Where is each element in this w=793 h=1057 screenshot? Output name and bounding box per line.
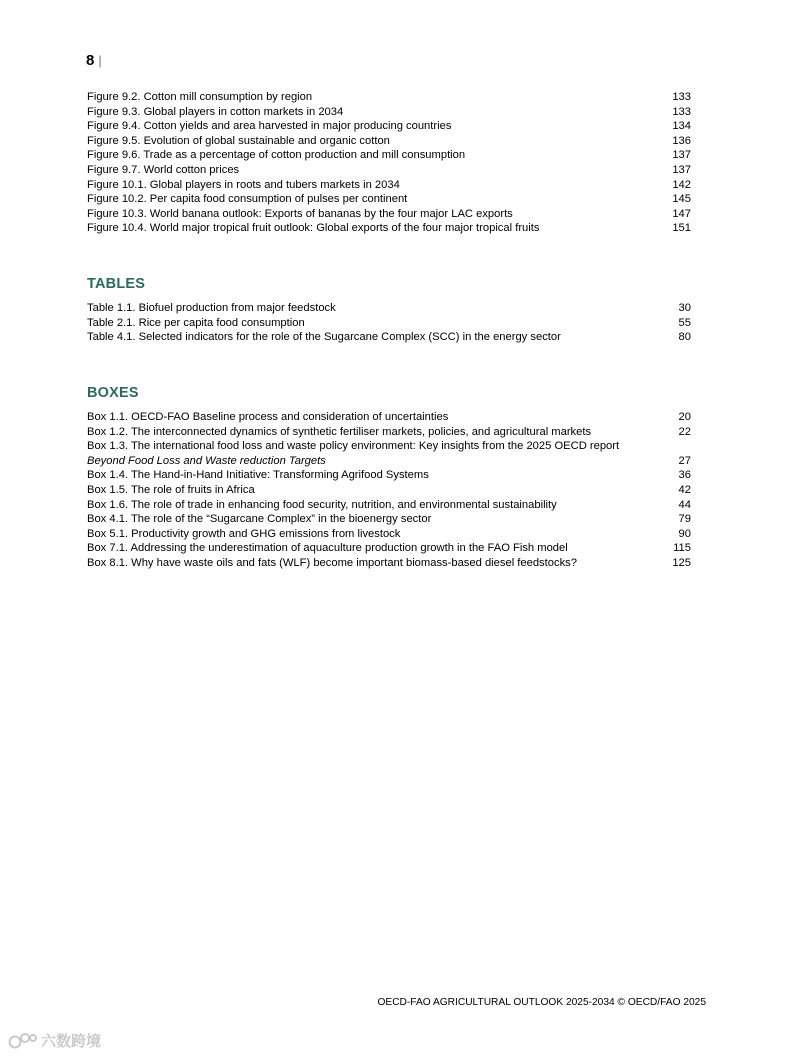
toc-entry-title: Box 1.1. OECD-FAO Baseline process and consideration of uncertainties (87, 411, 449, 423)
toc-entry[interactable] (87, 512, 691, 527)
toc-entry[interactable] (87, 90, 691, 105)
toc-entry-title: Figure 9.2. Cotton mill consumption by region (87, 91, 313, 103)
toc-entry-page: 133 (672, 91, 691, 103)
watermark-logo-icon (8, 1032, 38, 1050)
toc-entry[interactable] (87, 556, 691, 571)
toc-entry[interactable] (87, 192, 691, 207)
toc-entry-title: Box 1.3. The international food loss and waste policy environment: Key insights from the 2025 OECD report (87, 440, 620, 453)
toc-entry-page: 36 (678, 469, 691, 482)
toc-entry-title: Box 1.5. The role of fruits in Africa (87, 483, 255, 496)
toc-entry-page: 79 (678, 513, 691, 526)
toc-entry[interactable] (87, 207, 691, 222)
toc-entry[interactable] (87, 301, 691, 316)
toc-entry-page: 20 (678, 411, 691, 423)
page-number-separator: | (98, 53, 102, 68)
toc-entry-page: 142 (672, 178, 691, 191)
toc-entry-page: 30 (678, 302, 691, 314)
toc-entry[interactable] (87, 316, 691, 331)
toc-entry-page: 22 (678, 425, 691, 438)
toc-entry[interactable] (87, 330, 691, 345)
toc-entry-page: 125 (672, 556, 691, 569)
toc-entry-page: 55 (678, 316, 691, 329)
toc-entry-title: Figure 9.7. World cotton prices (87, 163, 240, 176)
toc-entry-title: Figure 10.4. World major tropical fruit outlook: Global exports of the four major tropical fruits (87, 222, 540, 235)
toc-entry[interactable] (87, 178, 691, 193)
watermark-text: 六数跨境 (41, 1033, 102, 1050)
boxes-heading: BOXES (87, 385, 139, 401)
page-number-value: 8 (86, 52, 95, 69)
page-number (86, 52, 102, 69)
toc-entry[interactable] (87, 498, 691, 513)
toc-entry-title: Box 8.1. Why have waste oils and fats (WLF) become important biomass-based diesel feedstocks? (87, 556, 577, 569)
toc-entry[interactable] (87, 454, 691, 469)
toc-entry-page: 136 (672, 134, 691, 147)
toc-entry[interactable] (87, 483, 691, 498)
toc-entry-title: Figure 10.3. World banana outlook: Exports of bananas by the four major LAC exports (87, 207, 513, 220)
toc-entry-title: Figure 9.3. Global players in cotton markets in 2034 (87, 105, 344, 118)
toc-entry-page: 133 (672, 105, 691, 118)
toc-entry-page: 137 (672, 163, 691, 176)
toc-entry-title: Box 1.2. The interconnected dynamics of synthetic fertiliser markets, policies, and agricultural markets (87, 425, 592, 438)
toc-entry[interactable] (87, 425, 691, 440)
toc-entry-title: Table 2.1. Rice per capita food consumption (87, 316, 305, 329)
toc-entry[interactable] (87, 148, 691, 163)
toc-entry[interactable] (87, 105, 691, 120)
toc-entry-title: Figure 10.2. Per capita food consumption of pulses per continent (87, 193, 408, 206)
toc-entry-page: 42 (678, 483, 691, 496)
toc-entry-page: 145 (672, 193, 691, 206)
footer: OECD-FAO AGRICULTURAL OUTLOOK 2025-2034 © OECD/FAO 2025 (377, 997, 706, 1008)
toc-entry-page: 151 (672, 222, 691, 235)
toc-entry-title: Box 5.1. Productivity growth and GHG emissions from livestock (87, 527, 401, 540)
toc-entry-title: Beyond Food Loss and Waste reduction Targets (87, 454, 326, 467)
boxes-list (87, 410, 691, 571)
toc-entry-page: 115 (673, 542, 691, 555)
toc-entry[interactable] (87, 119, 691, 134)
toc-entry-title: Figure 10.1. Global players in roots and tubers markets in 2034 (87, 178, 400, 191)
toc-entry-title: Table 4.1. Selected indicators for the role of the Sugarcane Complex (SCC) in the energy sector (87, 331, 561, 344)
figures-list (87, 90, 691, 236)
toc-entry[interactable] (87, 221, 691, 236)
toc-entry-title: Figure 9.5. Evolution of global sustainable and organic cotton (87, 134, 390, 147)
toc-entry-page: 137 (672, 149, 691, 162)
toc-entry-title: Table 1.1. Biofuel production from major feedstock (87, 302, 336, 314)
toc-entry-page: 44 (678, 498, 691, 511)
toc-entry-title: Box 4.1. The role of the “Sugarcane Complex” in the bioenergy sector (87, 513, 432, 526)
toc-entry-title: Box 7.1. Addressing the underestimation of aquaculture production growth in the FAO Fish model (87, 542, 568, 555)
toc-entry[interactable] (87, 439, 691, 454)
toc-entry-page: 134 (672, 120, 691, 133)
tables-heading: TABLES (87, 276, 146, 292)
tables-list (87, 301, 691, 345)
watermark (8, 1030, 101, 1051)
toc-entry-title: Box 1.6. The role of trade in enhancing food security, nutrition, and environmental sustainability (87, 498, 557, 511)
toc-entry[interactable] (87, 468, 691, 483)
toc-entry-page: 80 (678, 331, 691, 344)
toc-entry[interactable] (87, 163, 691, 178)
toc-entry[interactable] (87, 527, 691, 542)
toc-entry[interactable] (87, 541, 691, 556)
toc-entry-title: Figure 9.4. Cotton yields and area harvested in major producing countries (87, 120, 452, 133)
toc-entry-title: Figure 9.6. Trade as a percentage of cotton production and mill consumption (87, 149, 466, 162)
toc-entry-page: 147 (672, 207, 691, 220)
toc-entry-page: 90 (678, 527, 691, 540)
toc-entry[interactable] (87, 134, 691, 149)
toc-entry[interactable] (87, 410, 691, 425)
toc-entry-title: Box 1.4. The Hand-in-Hand Initiative: Transforming Agrifood Systems (87, 469, 429, 482)
toc-entry-page: 27 (678, 454, 691, 467)
